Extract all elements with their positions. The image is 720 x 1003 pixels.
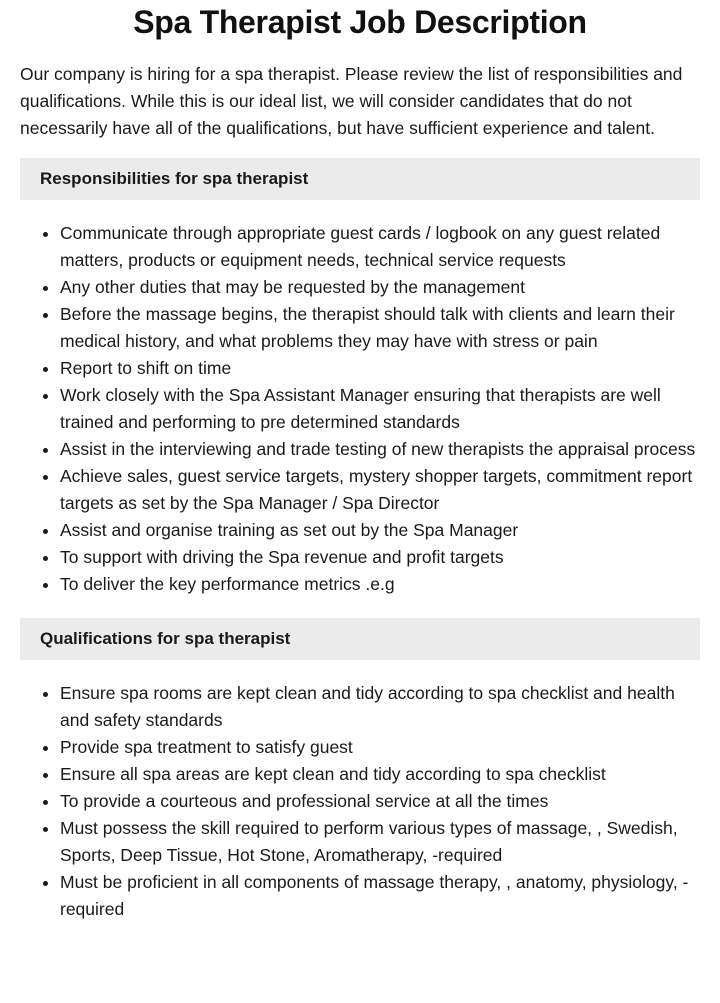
list-item: • Ensure spa rooms are kept clean and tidy according to spa checklist and health and safety standards [60,680,700,734]
list-item: • Assist in the interviewing and trade testing of new therapists the appraisal process [60,436,700,463]
qualifications-list [20,680,700,923]
list-item: • Provide spa treatment to satisfy guest [60,734,700,761]
list-item: • Work closely with the Spa Assistant Manager ensuring that therapists are well trained and performing to pre determined standards [60,382,700,436]
responsibilities-section-header [20,158,700,200]
list-item: • To provide a courteous and professional service at all the times [60,788,700,815]
page-title: Spa Therapist Job Description [133,4,587,40]
list-item: • Achieve sales, guest service targets, mystery shopper targets, commitment report targets as set by the Spa Manager / Spa Director [60,463,700,517]
list-item: • Before the massage begins, the therapist should talk with clients and learn their medical history, and what problems they may have with stress or pain [60,301,700,355]
list-item: • Any other duties that may be requested by the management [60,274,700,301]
list-item: • Must be proficient in all components of massage therapy, , anatomy, physiology, -required [60,869,700,923]
list-item: • To deliver the key performance metrics .e.g [60,571,700,598]
responsibilities-list [20,220,700,598]
list-item: • Assist and organise training as set out by the Spa Manager [60,517,700,544]
list-item: • Must possess the skill required to perform various types of massage, , Swedish, Sports, Deep Tissue, Hot Stone, Aromatherapy, -required [60,815,700,869]
intro-paragraph: Our company is hiring for a spa therapist. Please review the list of responsibilities and qualifications. While this is our ideal list, we will consider candidates that do not necessarily have all of the qualifications, but have sufficient experience and talent. [20,64,683,138]
list-item: • Ensure all spa areas are kept clean and tidy according to spa checklist [60,761,700,788]
list-item: • Communicate through appropriate guest cards / logbook on any guest related matters, products or equipment needs, technical service requests [60,220,700,274]
list-item: • Report to shift on time [60,355,700,382]
responsibilities-heading: Responsibilities for spa therapist [40,169,309,188]
qualifications-heading: Qualifications for spa therapist [40,629,291,648]
qualifications-section-header [20,618,700,660]
list-item: • To support with driving the Spa revenue and profit targets [60,544,700,571]
